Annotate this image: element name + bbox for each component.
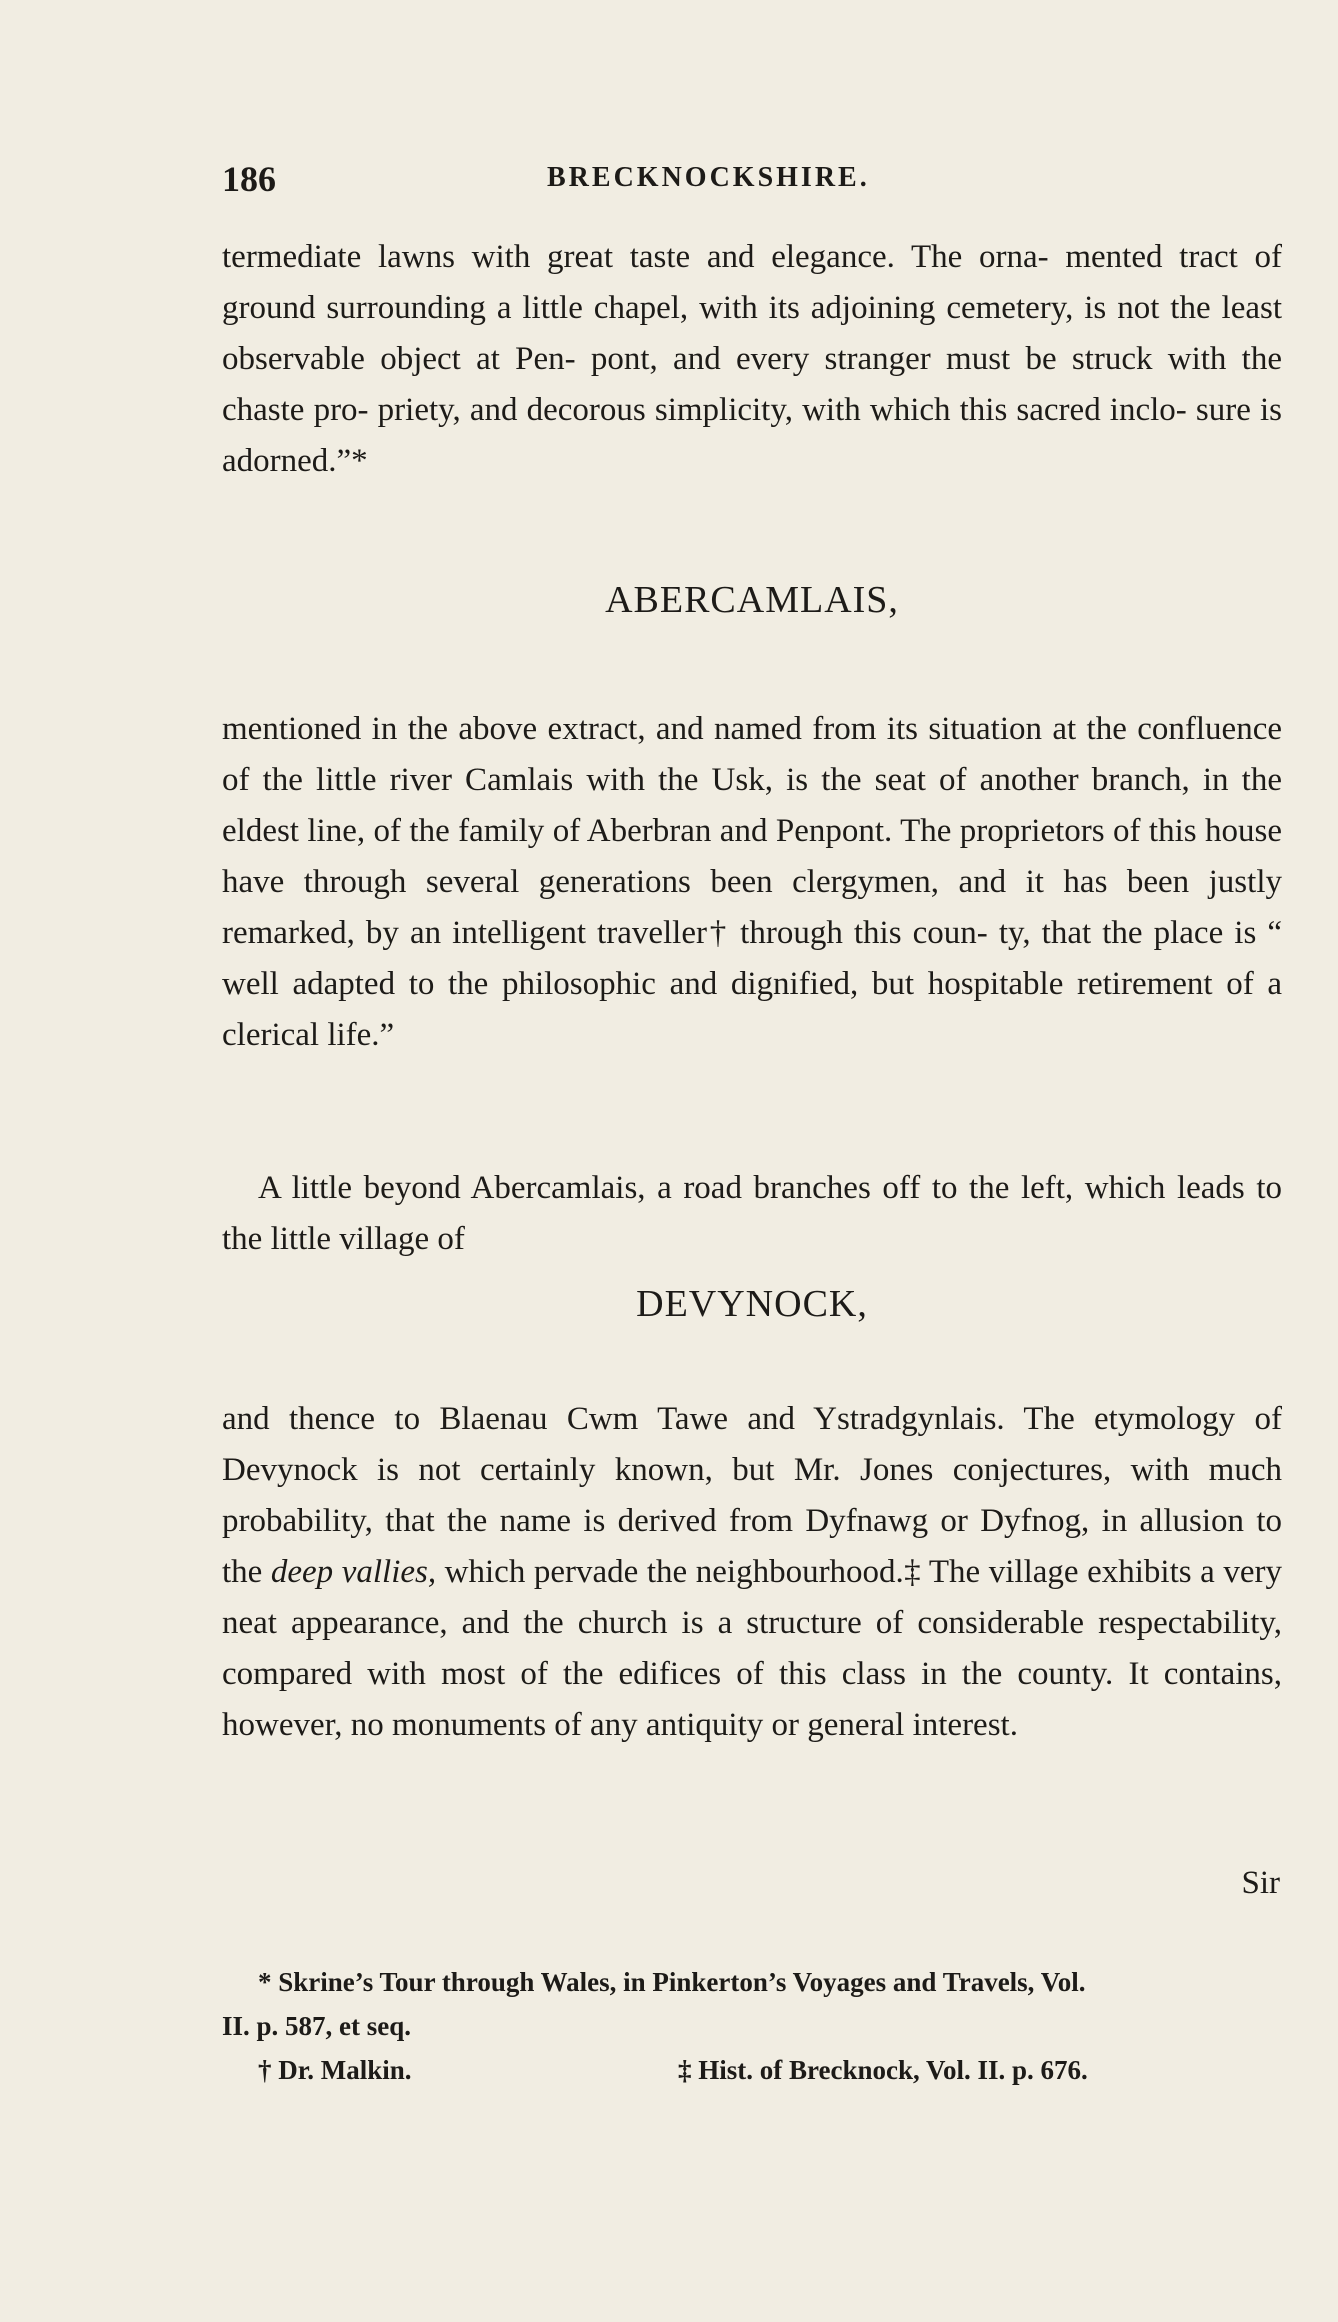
paragraph-devynock-text-b: which pervade the neighbourhood.‡ The village exhibits a very neat appearance, and the church is a structure of considerable respectability, compared with most of the edifices of this class in the county. It contains, however, no monuments of any antiquity or general interest. <box>222 1554 1282 1743</box>
page-number: 186 <box>222 159 276 199</box>
paragraph-penpont: termediate lawns with great taste and elegance. The orna- mented tract of ground surrounding a little chapel, with its adjoining cemetery, is not the least observable object at Pen- pont, and every stranger must be struck with the chaste pro- priety, and decorous simplicity, with which this sacred inclo- sure is adorned.”* <box>222 239 1282 479</box>
paragraph-abercamlais: mentioned in the above extract, and named from its situation at the confluence of the little river Camlais with the Usk, is the seat of another branch, in the eldest line, of the family of Aberbran and Penpont. The proprietors of this house have through several generations been clergymen, and it has been justly remarked, by an intelligent traveller† through this coun- ty, that the place is “ well adapted to the philosophic and dignified, but hospitable retirement of a clerical life.” <box>222 711 1282 1053</box>
running-title: BRECKNOCKSHIRE. <box>547 162 870 193</box>
heading-abercamlais: ABERCAMLAIS, <box>605 579 899 621</box>
paragraph-road: A little beyond Abercamlais, a road branches off to the left, which leads to the little village of <box>222 1170 1282 1257</box>
footnote-1-line-2: II. p. 587, et seq. <box>222 2011 412 2041</box>
footnote-2: † Dr. Malkin. <box>258 2055 412 2085</box>
catchword: Sir <box>1241 1865 1280 1901</box>
italic-deep-vallies: deep vallies, <box>270 1554 437 1590</box>
paragraph-devynock <box>222 1394 1282 1751</box>
heading-devynock: DEVYNOCK, <box>636 1283 868 1325</box>
page-header <box>222 158 1282 208</box>
paragraph-devynock-text-a: and thence to Blaenau Cwm Tawe and Ystradgynlais. The etymology of Devynock is not certainly known, but Mr. Jones conjectures, with much probability, that the name is derived from Dyfnawg or Dyfnog, in allusion to the <box>222 1401 1282 1590</box>
footnote-1-line-1: * Skrine’s Tour through Wales, in Pinkerton’s Voyages and Travels, Vol. <box>258 1967 1086 1997</box>
footnotes <box>222 1960 1282 2092</box>
footnote-3: ‡ Hist. of Brecknock, Vol. II. p. 676. <box>678 2055 1088 2085</box>
footnote-row <box>222 2048 1282 2092</box>
